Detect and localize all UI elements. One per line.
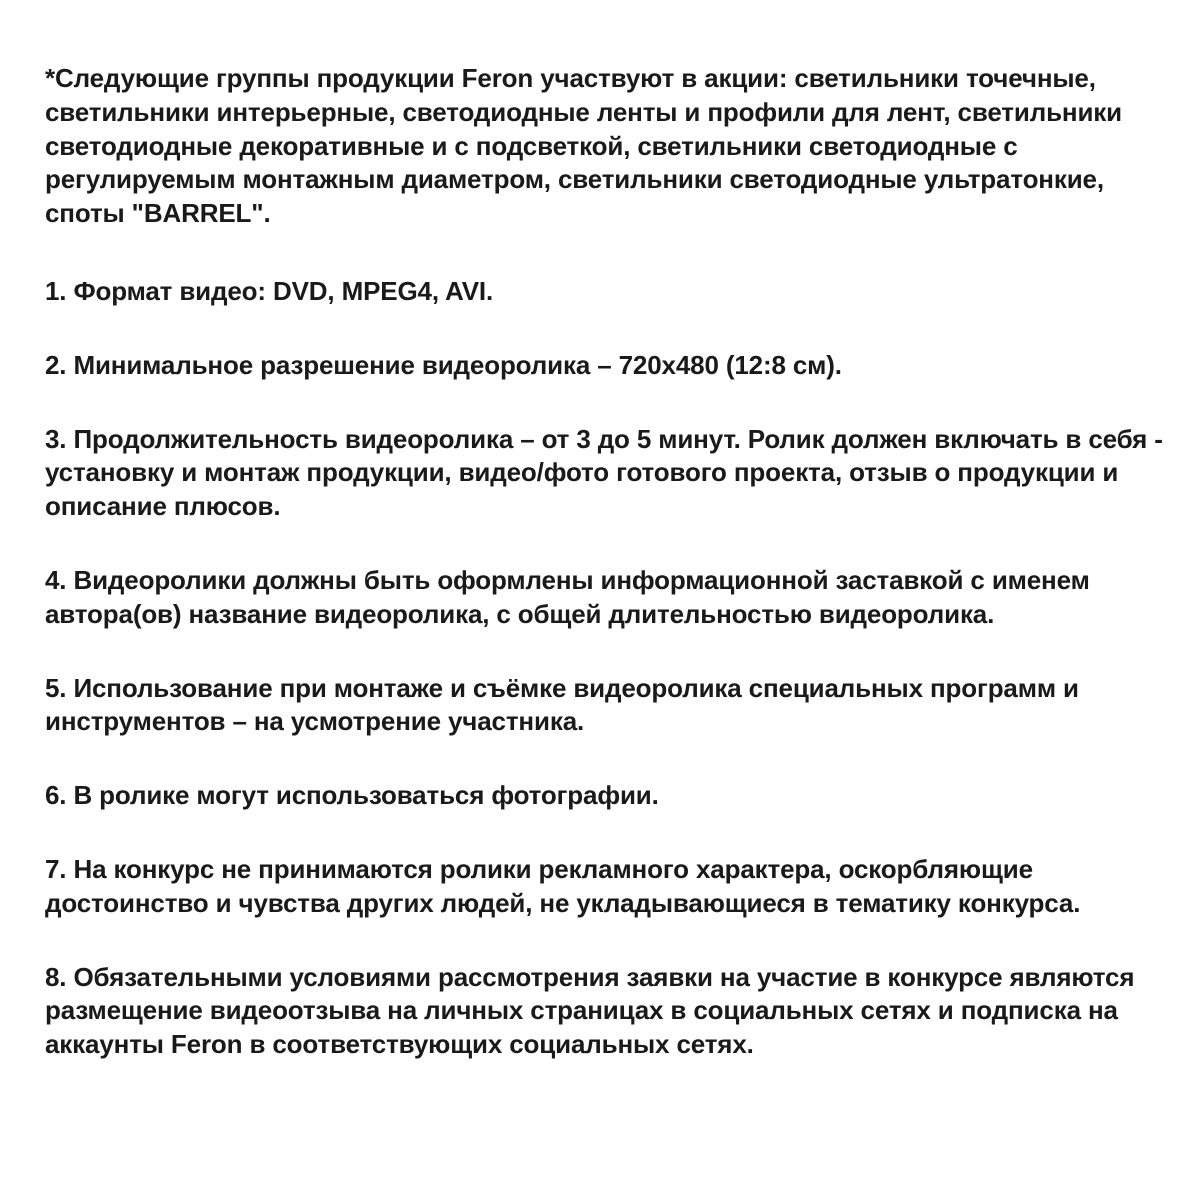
rule-video-format: 1. Формат видео: DVD, MPEG4, AVI. bbox=[45, 275, 494, 306]
rule-prohibited-content: 7. На конкурс не принимаются ролики рекламного характера, оскорбляющие достоинство и чувства других людей, не укладывающиеся в тематику конкурса. bbox=[45, 853, 1081, 918]
rule-minimum-resolution: 2. Минимальное разрешение видеоролика – 720x480 (12:8 см). bbox=[45, 349, 842, 380]
contest-rules-document bbox=[45, 62, 1165, 1062]
rule-title-card: 4. Видеоролики должны быть оформлены информационной заставкой с именем автора(ов) название видеоролика, с общей длительностью видеоролика. bbox=[45, 564, 1090, 629]
rule-photos-allowed: 6. В ролике могут использоваться фотографии. bbox=[45, 780, 659, 811]
rule-mandatory-conditions: 8. Обязательными условиями рассмотрения заявки на участие в конкурсе являются размещение видеоотзыва на личных страницах в социальных сетях и подписка на аккаунты Feron в соответствующих социальных сетях. bbox=[45, 961, 1135, 1060]
rule-video-duration: 3. Продолжительность видеоролика – от 3 до 5 минут. Ролик должен включать в себя - установку и монтаж продукции, видео/фото готового проекта, отзыв о продукции и описание плюсов. bbox=[45, 423, 1163, 522]
rule-editing-tools: 5. Использование при монтаже и съёмке видеоролика специальных программ и инструментов – на усмотрение участника. bbox=[45, 672, 1079, 737]
participating-products-note: *Следующие группы продукции Feron участвуют в акции: светильники точечные, светильники интерьерные, светодиодные ленты и профили для лент, светильники светодиодные декоративные и с подсветкой, светильники светодиодные с регулируемым монтажным диаметром, светильники светодиодные ультратонкие, споты "BARREL". bbox=[45, 63, 1122, 229]
